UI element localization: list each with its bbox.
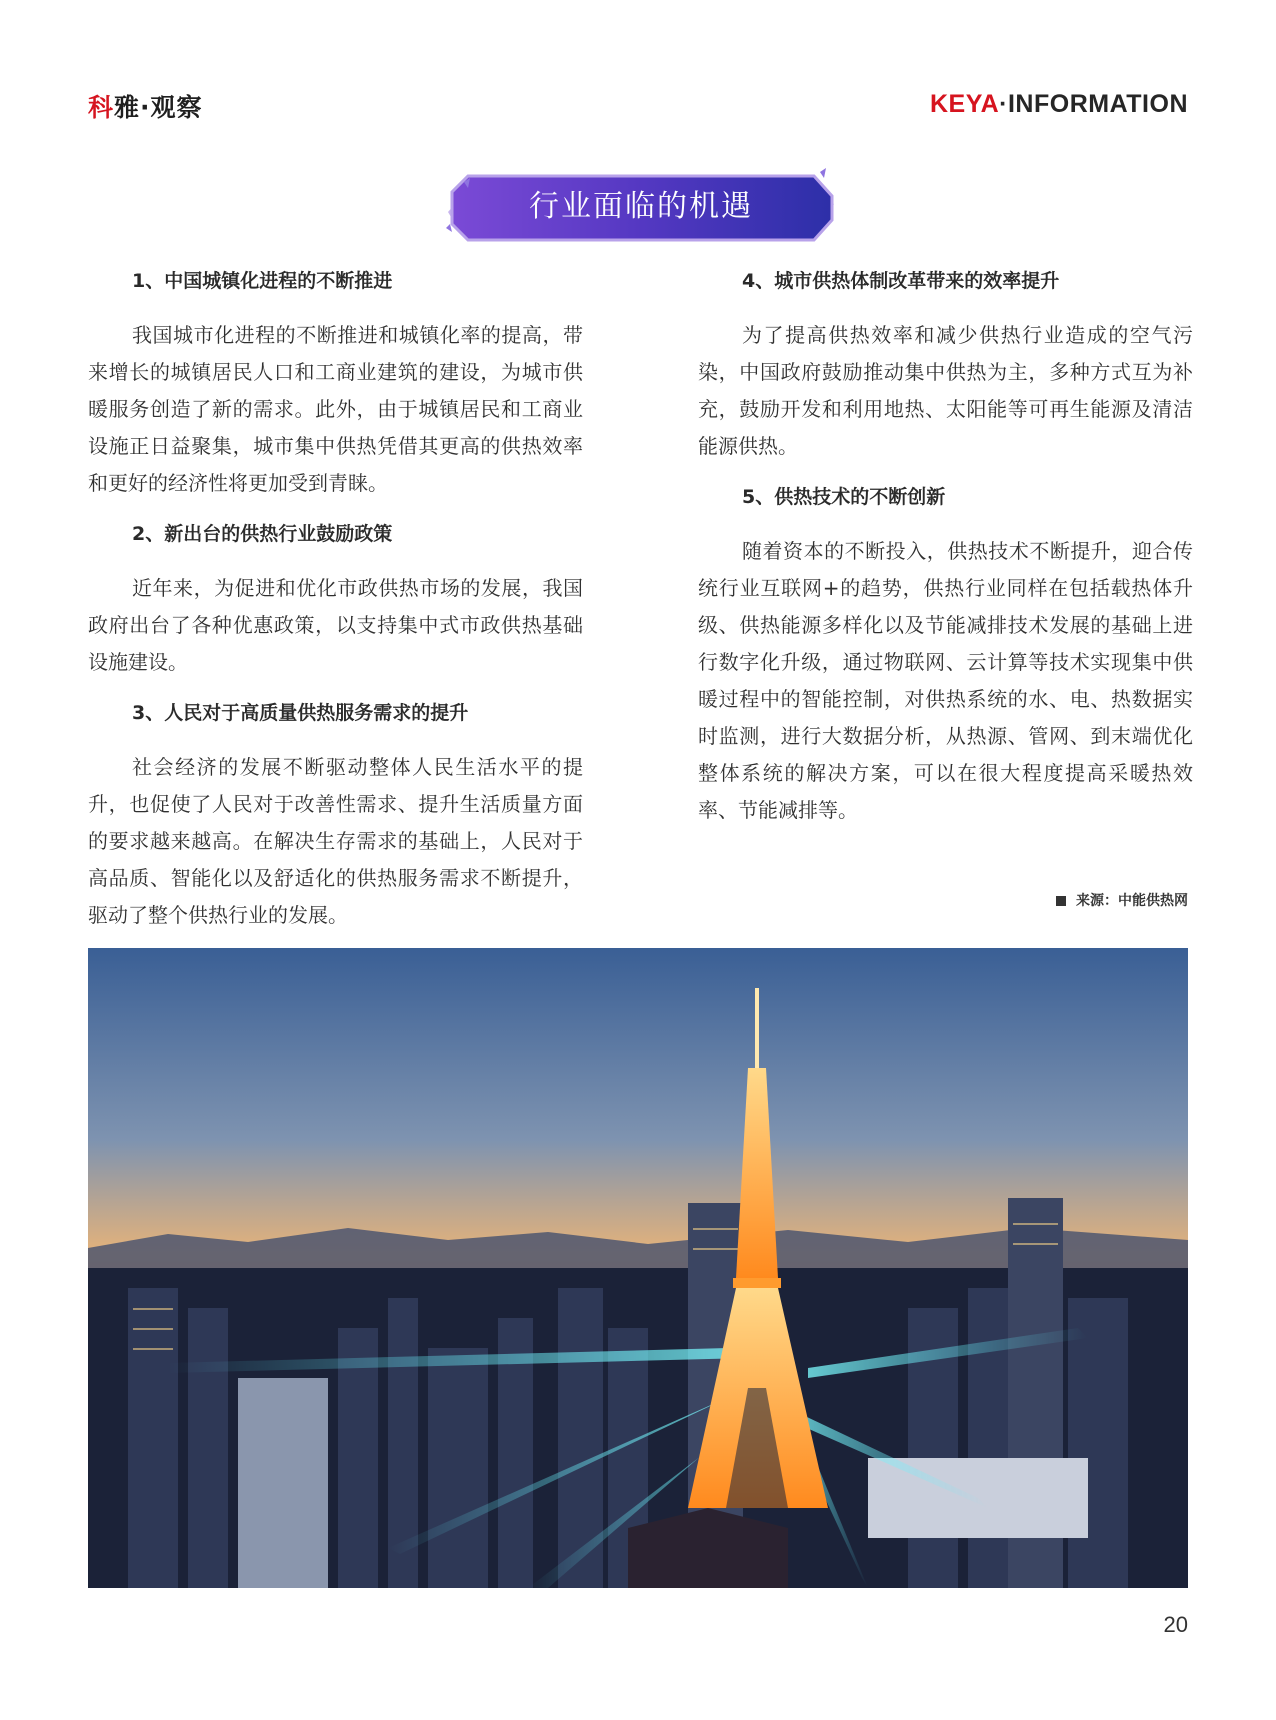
section-5-body: 随着资本的不断投入，供热技术不断提升，迎合传统行业互联网+的趋势，供热行业同样在包括载热体升级、供热能源多样化以及节能减排技术发展的基础上进行数字化升级，通过物联网、云计算等技术实现集中供暖过程中的智能控制，对供热系统的水、电、热数据实时监测，进行大数据分析，从热源、管网、到末端优化整体系统的解决方案，可以在很大程度提高采暖热效率、节能减排等。	[698, 539, 1193, 822]
section-1-body: 我国城市化进程的不断推进和城镇化率的提高，带来增长的城镇居民人口和工商业建筑的建设，为城市供暖服务创造了新的需求。此外，由于城镇居民和工商业设施正日益聚集，城市集中供热凭借其更高的供热效率和更好的经济性将更加受到青睐。	[88, 323, 583, 495]
brand-logo	[88, 88, 203, 124]
brand-logo-black: 雅·观察	[114, 93, 203, 122]
header-info-red: KEYA	[929, 90, 1000, 118]
square-bullet-icon	[1056, 896, 1066, 906]
city-skyline-illustration-icon	[88, 948, 1188, 1588]
section-2-body: 近年来，为促进和优化市政供热市场的发展，我国政府出台了各种优惠政策，以支持集中式市政供热基础设施建设。	[88, 576, 583, 674]
page-number: 20	[1163, 1612, 1188, 1637]
section-banner	[438, 168, 844, 246]
brand-logo-red: 科	[88, 93, 115, 122]
banner-title: 行业面临的机遇	[529, 189, 753, 224]
left-column	[88, 266, 583, 951]
section-4-body: 为了提高供热效率和减少供热行业造成的空气污染，中国政府鼓励推动集中供热为主，多种方式互为补充，鼓励开发和利用地热、太阳能等可再生能源及清洁能源供热。	[698, 323, 1193, 458]
section-2-heading: 2、新出台的供热行业鼓励政策	[132, 523, 393, 545]
header-info	[930, 90, 1188, 119]
header-info-black: ·INFORMATION	[999, 90, 1188, 118]
source-text: 来源：中能供热网	[1076, 893, 1188, 909]
source-note	[1056, 890, 1188, 910]
section-4-heading: 4、城市供热体制改革带来的效率提升	[742, 270, 1060, 292]
section-3-heading: 3、人民对于高质量供热服务需求的提升	[132, 702, 469, 724]
section-3-body: 社会经济的发展不断驱动整体人民生活水平的提升，也促使了人民对于改善性需求、提升生活质量方面的要求越来越高。在解决生存需求的基础上，人民对于高品质、智能化以及舒适化的供热服务需求不断提升，驱动了整个供热行业的发展。	[88, 755, 583, 927]
section-1-heading: 1、中国城镇化进程的不断推进	[132, 270, 393, 292]
section-5-heading: 5、供热技术的不断创新	[742, 486, 946, 508]
right-column	[698, 266, 1193, 846]
city-photo	[88, 948, 1188, 1588]
